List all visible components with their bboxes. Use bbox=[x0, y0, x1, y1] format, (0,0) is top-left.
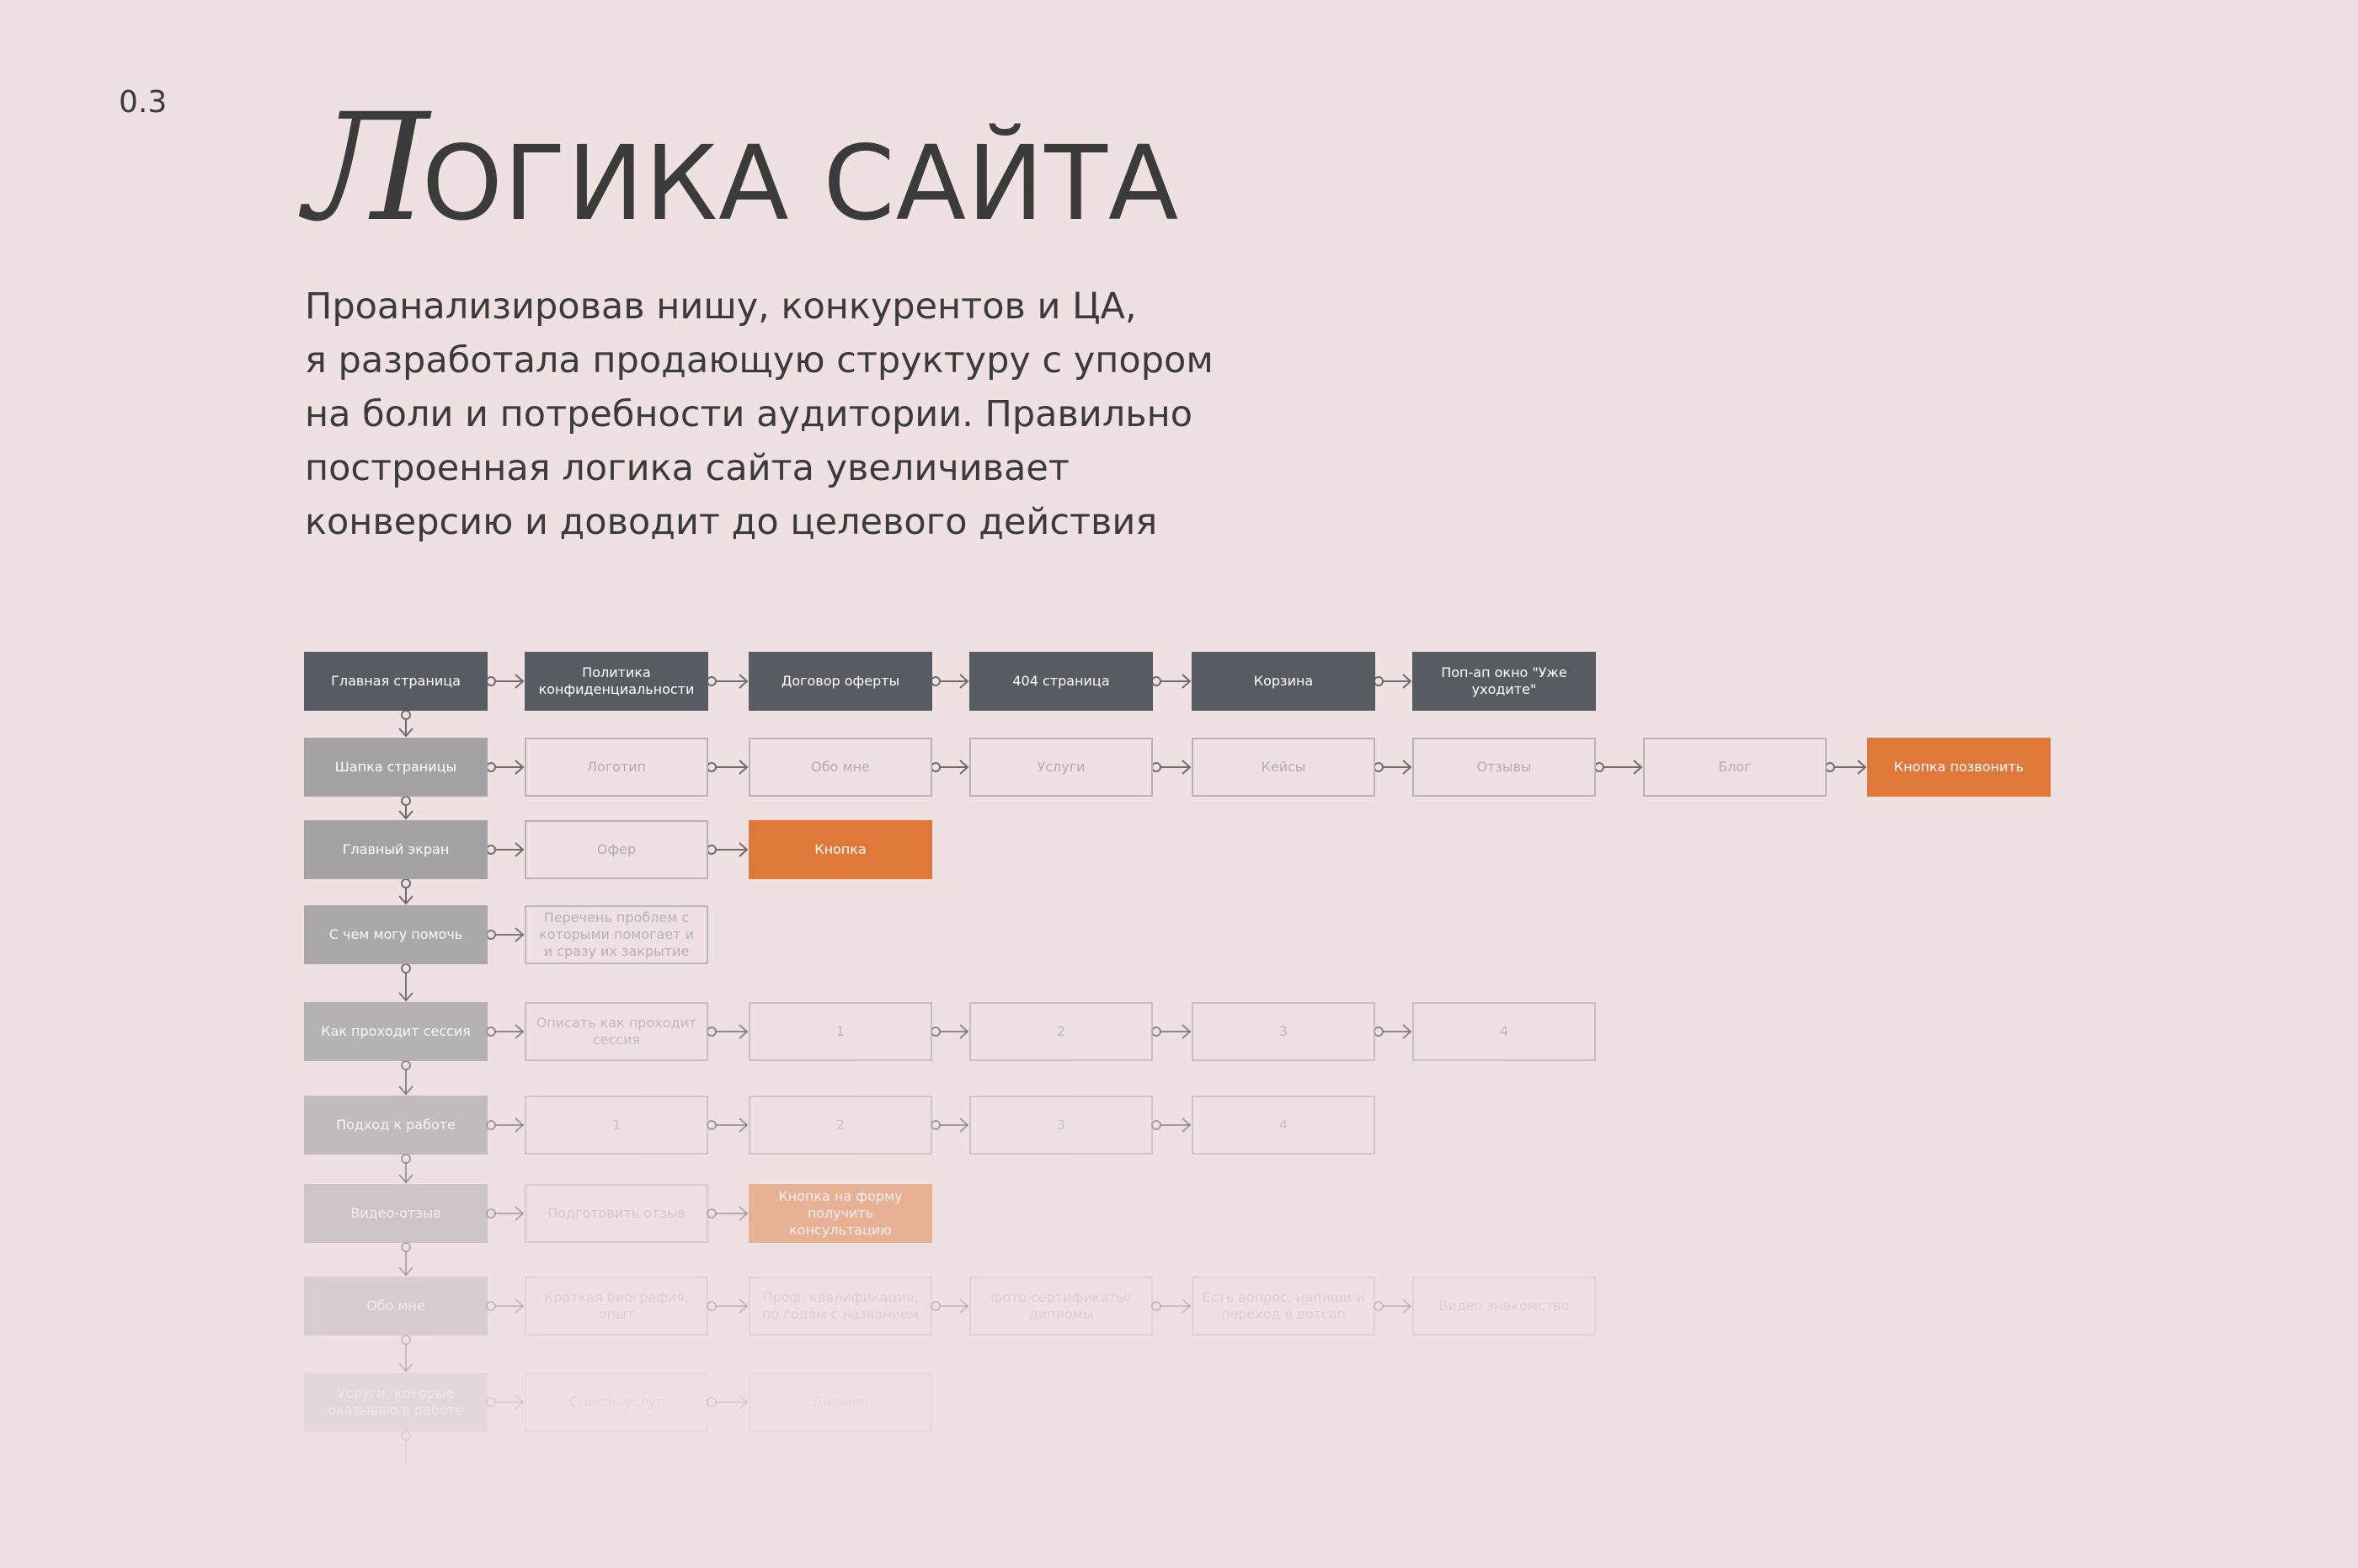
connector-dot bbox=[931, 677, 940, 685]
lead-line: я разработала продающую структуру с упором bbox=[305, 339, 1214, 381]
connector-dot bbox=[402, 1432, 410, 1440]
content-node[interactable]: фото сертификаты/ дипломы bbox=[969, 1277, 1153, 1336]
content-node[interactable]: Кнопка на форму получить консультацию bbox=[749, 1184, 932, 1243]
section-node[interactable]: С чем могу помочь bbox=[304, 905, 488, 964]
content-node[interactable]: Описать как проходит сессия bbox=[525, 1002, 708, 1061]
content-node[interactable]: Офер bbox=[525, 820, 708, 879]
content-node[interactable]: Видео знакомство bbox=[1412, 1277, 1596, 1336]
connector-dot bbox=[931, 763, 940, 771]
connector-dot bbox=[487, 1209, 495, 1218]
connector-dot bbox=[1152, 1302, 1160, 1310]
connector-dot bbox=[1374, 763, 1383, 771]
connector-dot bbox=[931, 1121, 940, 1129]
connector-dot bbox=[1152, 677, 1160, 685]
lead-line: построенная логика сайта увеличивает bbox=[305, 447, 1070, 489]
content-node[interactable]: 2 bbox=[749, 1096, 932, 1155]
connector-dot bbox=[707, 845, 716, 854]
section-node[interactable]: Подход к работе bbox=[304, 1096, 488, 1155]
connector-dot bbox=[707, 1027, 716, 1036]
connector-dot bbox=[1152, 763, 1160, 771]
lead-line: на боли и потребности аудитории. Правильно bbox=[305, 393, 1193, 435]
page-node[interactable]: Договор оферты bbox=[749, 652, 932, 711]
connector-dot bbox=[707, 677, 716, 685]
connector-dot bbox=[487, 845, 495, 854]
lead-line: конверсию и доводит до целевого действия bbox=[305, 501, 1158, 543]
connector-dot bbox=[707, 1209, 716, 1218]
title-text: ОГИКА САЙТА bbox=[421, 124, 1180, 243]
lead-line: Проанализировав нишу, конкурентов и ЦА, bbox=[305, 285, 1137, 328]
page-node[interactable]: 404 страница bbox=[969, 652, 1153, 711]
section-node[interactable]: Обо мне bbox=[304, 1277, 488, 1336]
connector-dot bbox=[402, 1336, 410, 1344]
section-node[interactable]: Шапка страницы bbox=[304, 738, 488, 797]
content-node[interactable]: 1 bbox=[749, 1002, 932, 1061]
connector-dot bbox=[487, 677, 495, 685]
connector-dot bbox=[1826, 763, 1834, 771]
content-node[interactable]: Краткая биография, опыт bbox=[525, 1277, 708, 1336]
page-node[interactable]: Поп-ап окно "Уже уходите" bbox=[1412, 652, 1596, 711]
content-node[interactable]: Подготовить отзыв bbox=[525, 1184, 708, 1243]
content-node[interactable]: Отзывы bbox=[1412, 738, 1596, 797]
connector-dot bbox=[402, 964, 410, 973]
section-number: 0.3 bbox=[119, 85, 168, 120]
section-node[interactable]: Как проходит сессия bbox=[304, 1002, 488, 1061]
connector-dot bbox=[487, 1027, 495, 1036]
content-node[interactable]: Обо мне bbox=[749, 738, 932, 797]
connector-dot bbox=[707, 763, 716, 771]
content-node[interactable]: Блог bbox=[1643, 738, 1827, 797]
content-node[interactable]: 4 bbox=[1192, 1096, 1375, 1155]
connector-dot bbox=[1595, 763, 1603, 771]
content-node[interactable]: 1 bbox=[525, 1096, 708, 1155]
connector-dot bbox=[1374, 677, 1383, 685]
connector-dot bbox=[402, 1061, 410, 1069]
content-node[interactable]: Дальше bbox=[749, 1373, 932, 1432]
connector-dot bbox=[1374, 1027, 1383, 1036]
connector-dot bbox=[931, 1302, 940, 1310]
connector-dot bbox=[402, 1155, 410, 1163]
connector-dot bbox=[402, 1243, 410, 1251]
content-node[interactable]: Перечень проблем с которыми помогает и и сразу их закрытие bbox=[525, 905, 708, 964]
section-node[interactable]: Главный экран bbox=[304, 820, 488, 879]
connector-dot bbox=[487, 763, 495, 771]
content-node[interactable]: 3 bbox=[1192, 1002, 1375, 1061]
connector-dot bbox=[931, 1027, 940, 1036]
connector-dot bbox=[1374, 1302, 1383, 1310]
section-node[interactable]: Видео-отзыв bbox=[304, 1184, 488, 1243]
content-node[interactable]: Кейсы bbox=[1192, 738, 1375, 797]
connector-dot bbox=[487, 931, 495, 939]
content-node[interactable]: 3 bbox=[969, 1096, 1153, 1155]
connector-dot bbox=[1152, 1027, 1160, 1036]
connector-dot bbox=[1152, 1121, 1160, 1129]
title-script-letter: Л bbox=[305, 82, 429, 254]
connector-dot bbox=[487, 1121, 495, 1129]
page-node[interactable]: Политика конфиденциальности bbox=[525, 652, 708, 711]
connector-dot bbox=[402, 879, 410, 888]
content-node[interactable]: Кнопка позвонить bbox=[1867, 738, 2051, 797]
content-node[interactable]: Кнопка bbox=[749, 820, 932, 879]
content-node[interactable]: Список услуг bbox=[525, 1373, 708, 1432]
content-node[interactable]: 2 bbox=[969, 1002, 1153, 1061]
content-node[interactable]: Проф. квалификация, по годам с названием bbox=[749, 1277, 932, 1336]
content-node[interactable]: Услуги bbox=[969, 738, 1153, 797]
page-node[interactable]: Главная страница bbox=[304, 652, 488, 711]
content-node[interactable]: Логотип bbox=[525, 738, 708, 797]
connector-dot bbox=[487, 1398, 495, 1406]
connector-dot bbox=[707, 1121, 716, 1129]
connector-dot bbox=[707, 1302, 716, 1310]
connector-dot bbox=[402, 797, 410, 805]
content-node[interactable]: Есть вопрос, напиши и переход в вотсап bbox=[1192, 1277, 1375, 1336]
page-node[interactable]: Корзина bbox=[1192, 652, 1375, 711]
section-node[interactable]: Услуги, которые оказываю в работе bbox=[304, 1373, 488, 1432]
connector-dot bbox=[487, 1302, 495, 1310]
connector-dot bbox=[402, 711, 410, 719]
content-node[interactable]: 4 bbox=[1412, 1002, 1596, 1061]
connector-dot bbox=[707, 1398, 716, 1406]
